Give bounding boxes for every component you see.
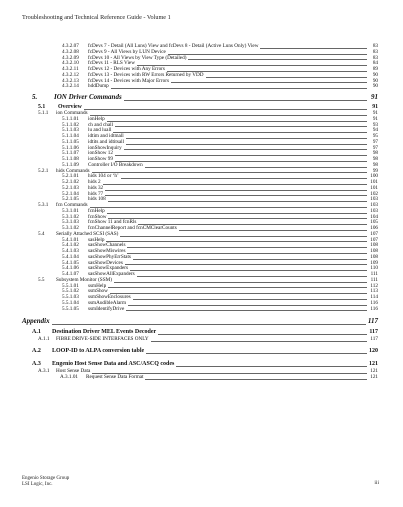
- toc-entry-title: fcDevs 11 - RLS View: [88, 60, 135, 67]
- toc-entry-title: ion Commands: [56, 110, 88, 116]
- dot-leader: [115, 155, 367, 156]
- toc-page-number: 105: [370, 219, 378, 226]
- dot-leader: [113, 132, 367, 133]
- toc-entry-title: ionShow 99: [88, 156, 113, 162]
- dot-leader: [108, 287, 367, 288]
- toc-entry-number: 5.1.1.07: [62, 150, 79, 157]
- toc-entry-title: fcDevs 12 - Devices with Any Errors: [88, 66, 165, 72]
- toc-page-number: 109: [370, 259, 378, 266]
- toc-entry-title: fcDevs 14 - Devices with Major Errors: [88, 77, 169, 84]
- dot-leader: [126, 138, 367, 139]
- page-footer: [22, 476, 69, 488]
- toc-section-4-entries: [22, 44, 378, 90]
- toc-section-number: A.2: [32, 348, 41, 354]
- toc-section-number: A.3: [32, 361, 41, 367]
- dot-leader: [120, 236, 367, 237]
- toc-page-number: 121: [370, 373, 378, 380]
- toc-entry-title: sasHelp: [88, 236, 105, 243]
- dot-leader: [84, 109, 367, 110]
- toc-entry-title: ionShow 12: [88, 150, 113, 157]
- dot-leader: [151, 341, 367, 342]
- toc-page-number: 111: [370, 271, 378, 277]
- toc-page-number: 98: [372, 156, 378, 162]
- toc-entry-title: hddDump: [88, 83, 109, 90]
- dot-leader: [188, 59, 367, 60]
- dot-leader: [106, 241, 367, 242]
- dot-leader: [114, 282, 367, 283]
- toc-appendix-a2[interactable]: [22, 346, 378, 356]
- toc-page-number: 98: [372, 161, 378, 168]
- dot-leader: [179, 230, 367, 231]
- toc-entry-title: ssmIdentifyDrive: [88, 305, 125, 312]
- toc-entry-title: sasShowAllExpanders: [88, 271, 135, 277]
- toc-page-number: 83: [372, 54, 378, 61]
- toc-page-number: 117: [367, 317, 378, 326]
- dot-leader: [127, 247, 367, 248]
- toc-subsection-title: Request Sense Data Format: [86, 373, 144, 380]
- toc-entry-number: 5.1.1.04: [62, 133, 79, 139]
- toc-page-number: 84: [372, 60, 378, 67]
- toc-page-number: 89: [372, 66, 378, 72]
- toc-entry-number: 5.3.1.03: [62, 219, 79, 226]
- toc-entry-title: sasShowDevices: [88, 259, 123, 266]
- toc-entry-title: ssmShowEnclosures: [88, 294, 131, 300]
- toc-entry-number: 4.3.2.14: [62, 83, 79, 90]
- toc-page-number: 103: [370, 202, 378, 208]
- toc-entry-number: 5.4.1.02: [62, 242, 79, 249]
- toc-page-number: 101: [370, 184, 378, 191]
- dot-leader: [146, 353, 367, 354]
- dot-leader: [121, 178, 367, 179]
- toc-entry-title: hids 108: [88, 196, 106, 203]
- toc-entry-number: 5.1.1.08: [62, 156, 79, 162]
- toc-page-number: 117: [370, 336, 378, 343]
- toc-page-number: 108: [370, 242, 378, 249]
- dot-leader: [171, 82, 367, 83]
- toc-page-number: 91: [371, 93, 378, 101]
- dot-leader: [125, 264, 367, 265]
- dot-leader: [92, 172, 367, 173]
- toc-entry-title: hids 77: [88, 190, 104, 197]
- toc-entry-number: 4.3.2.07: [62, 43, 79, 49]
- dot-leader: [124, 149, 367, 150]
- toc-page-number: 107: [370, 236, 378, 243]
- toc-section-title: Destination Driver MEL Events Decoder: [52, 329, 157, 336]
- toc-page-number: 110: [370, 265, 378, 272]
- dot-leader: [206, 77, 368, 78]
- toc-page-number: 103: [370, 207, 378, 214]
- toc-page-number: 102: [370, 190, 378, 197]
- dot-leader: [158, 334, 367, 335]
- toc-page-number: 106: [370, 225, 378, 231]
- toc-entry-number: 5.4.1.04: [62, 253, 79, 260]
- toc-entry-number: 5.2.1: [38, 167, 49, 174]
- toc-page-number: 95: [372, 133, 378, 139]
- toc-entry-number: 4.3.2.10: [62, 60, 79, 67]
- dot-leader: [90, 115, 367, 116]
- dot-leader: [130, 270, 367, 271]
- toc-entry-number: 4.3.2.08: [62, 48, 79, 55]
- toc-page-number: 112: [370, 282, 378, 289]
- toc-entry-number: 5.1.1.09: [62, 161, 79, 168]
- toc-entry-title: fcnHelp: [88, 207, 105, 214]
- toc-entry-title: idtim and idtmall: [88, 133, 124, 139]
- dot-leader: [137, 65, 367, 66]
- toc-page-number: 98: [372, 150, 378, 157]
- toc-page-number: 100: [370, 173, 378, 180]
- toc-page-number: 113: [370, 288, 378, 295]
- toc-entry-number: 5.4.1.06: [62, 265, 79, 272]
- toc-subsection-number: A.3.1: [38, 368, 50, 374]
- toc-section-title: LOOP-ID to ALPA conversion table: [52, 348, 145, 354]
- toc-entry-title: ssmAudibleAlarm: [88, 299, 127, 306]
- dot-leader: [115, 161, 367, 162]
- toc-page-number: 108: [370, 248, 378, 254]
- toc-entry-number: 4.3.2.09: [62, 54, 79, 61]
- dot-leader: [126, 144, 367, 145]
- toc-subsection-number: A.3.1.01: [60, 373, 79, 380]
- toc-subsection-number: A.1.1: [38, 336, 50, 343]
- toc-entry-number: 5.5.1.05: [62, 305, 79, 312]
- toc-entry-number: 5.5.1.03: [62, 294, 79, 300]
- toc-page-number: 116: [370, 305, 378, 312]
- toc-page-number: 91: [372, 104, 378, 110]
- toc-entry-number: 4.3.2.13: [62, 77, 79, 84]
- toc-entry-number: 5.3.1.02: [62, 225, 79, 231]
- toc-page-number: 116: [370, 299, 378, 306]
- toc-entry-title: fcDevs 13 - Devices with RW Errors Returned by VDD: [88, 71, 204, 78]
- toc-page-number: 99: [372, 167, 378, 174]
- toc-entry-title: sasShowExpanders: [88, 265, 129, 272]
- toc-entry-number: 5.2.1.03: [62, 184, 79, 191]
- toc-entry-number: 5.2.1.02: [62, 179, 79, 185]
- toc-page-number: 120: [369, 348, 378, 354]
- dot-leader: [52, 324, 366, 325]
- dot-leader: [103, 184, 367, 185]
- toc-entry-number: 5.1.1: [38, 110, 49, 116]
- toc-page-number: 83: [372, 43, 378, 49]
- dot-leader: [137, 276, 367, 277]
- footer-company: Engenio Storage Group: [22, 476, 70, 481]
- toc-entry-title: fcnShow 11 and fcnRls: [88, 219, 137, 226]
- toc-entry-number: 5.3.1.01: [62, 207, 79, 214]
- toc-chapter-number: 5.: [32, 93, 38, 101]
- toc-section-title: Engenio Host Sense Data and ASC/ASCQ codes: [52, 361, 175, 367]
- dot-leader: [105, 195, 367, 196]
- toc-entry-number: 4.3.2.11: [62, 66, 79, 72]
- toc-entry-title: Serially Attached SCSI (SAS): [56, 230, 119, 237]
- toc-entry-number: 5.1.1.05: [62, 138, 79, 145]
- toc-entry-title: fcDevs 7 - Detail (All Luns) View and fcDevs 8 - Detail (Active Luns Only) View: [88, 43, 259, 49]
- toc-page-number: 121: [370, 368, 378, 374]
- dot-leader: [111, 88, 367, 89]
- toc-entry-title: fcDevs 9 - All Views by LUN Device: [88, 48, 166, 55]
- toc-section-title: Overview: [58, 104, 82, 110]
- toc-entry-number: 5.1.1.02: [62, 121, 79, 128]
- dot-leader: [90, 207, 367, 208]
- toc-page-number: 90: [372, 77, 378, 84]
- toc-page-number: 114: [370, 294, 378, 300]
- toc-page-number: 103: [370, 196, 378, 203]
- toc-entry-number: 5.3.1: [38, 202, 49, 208]
- toc-entry-title: ionHelp: [88, 115, 105, 122]
- toc-entry-title: fcnChannelReport and fcnCMClearCounts: [88, 225, 177, 231]
- dot-leader: [115, 126, 367, 127]
- toc-page-number: 91: [372, 110, 378, 116]
- toc-entry-number: 5.1.1.01: [62, 115, 79, 122]
- dot-leader: [176, 366, 367, 367]
- table-of-contents: [22, 44, 378, 381]
- dot-leader: [145, 379, 367, 380]
- toc-entry-title: sasShowChannels: [88, 242, 126, 249]
- dot-leader: [107, 121, 367, 122]
- toc-entry-title: fcnShow: [88, 213, 107, 220]
- toc-page-number: 97: [372, 138, 378, 145]
- toc-entry-title: sasShowPhyErrStats: [88, 253, 131, 260]
- toc-entry-number: 5.1.1.03: [62, 127, 79, 134]
- toc-page-number: 108: [370, 253, 378, 260]
- toc-entry-number: 5.5.1.01: [62, 282, 79, 289]
- toc-page-number: 121: [369, 361, 378, 367]
- toc-section-5-entries: [22, 111, 378, 312]
- toc-entry-number: 5.4.1.01: [62, 236, 79, 243]
- dot-leader: [126, 310, 367, 311]
- toc-entry-number: 5.5: [38, 276, 45, 283]
- toc-page-number: 107: [370, 230, 378, 237]
- dot-leader: [105, 190, 367, 191]
- toc-subsection-title: Host Sense Data: [56, 368, 91, 374]
- toc-page-number: 94: [372, 127, 378, 134]
- toc-entry-number: 5.4: [38, 230, 45, 237]
- toc-entry-number: 5.4.1.07: [62, 271, 79, 277]
- toc-entry-title: Subsystem Monitor (SSM): [56, 276, 112, 283]
- toc-entry-title: fcDevs 10 - All Views by View Type (Detailed): [88, 54, 187, 61]
- toc-chapter-title: ION Driver Commands: [54, 93, 122, 101]
- toc-appendix-title: Appendix: [22, 317, 50, 326]
- toc-page-number: 90: [372, 83, 378, 90]
- dot-leader: [168, 54, 367, 55]
- toc-entry-title: ssmShow: [88, 288, 108, 295]
- toc-entry-title: ch and chall: [88, 121, 114, 128]
- toc-entry-number: 5.2.1.05: [62, 196, 79, 203]
- toc-page-number: 97: [372, 144, 378, 151]
- toc-entry-number: 5.3.1.02: [62, 213, 79, 220]
- toc-entry-title: sasShowMiswires: [88, 248, 126, 254]
- toc-chapter-5[interactable]: [22, 90, 378, 104]
- toc-subsection-title: FIBRE DRIVE-SIDE INTERFACES ONLY: [56, 336, 149, 343]
- toc-entry-number: 5.2.1.04: [62, 190, 79, 197]
- toc-entry-title: ionShowInquiry: [88, 144, 122, 151]
- toc-page-number: 91: [372, 115, 378, 122]
- footer-page-number: iii: [374, 480, 379, 486]
- toc-appendix[interactable]: [22, 315, 378, 327]
- toc-page-number: 90: [372, 71, 378, 78]
- toc-page-number: 101: [370, 179, 378, 185]
- dot-leader: [110, 293, 367, 294]
- toc-entry-number: 5.2.1.01: [62, 173, 79, 180]
- toc-entry-title: hids 2: [88, 179, 101, 185]
- dot-leader: [124, 100, 367, 101]
- toc-entry-title: ssmHelp: [88, 282, 107, 289]
- toc-section-number: 5.1: [38, 104, 46, 110]
- toc-entry-title: fcn Commands: [56, 202, 88, 208]
- footer-company-sub: LSI Logic, Inc.: [22, 482, 53, 487]
- toc-page-number: 83: [372, 48, 378, 55]
- dot-leader: [260, 48, 367, 49]
- toc-page-number: 93: [372, 121, 378, 128]
- toc-entry-number: 4.3.2.12: [62, 71, 79, 78]
- toc-entry-number: 5.1.1.06: [62, 144, 79, 151]
- dot-leader: [108, 201, 367, 202]
- toc-entry-title: Controller I/O Breakdown: [88, 161, 143, 168]
- dot-leader: [108, 218, 367, 219]
- toc-entry-title: hids 104 or ‘h’: [88, 173, 119, 180]
- toc-entry-number: 5.4.1.03: [62, 248, 79, 254]
- toc-entry-title: hids 32: [88, 184, 104, 191]
- toc-appendix-a3-1-01[interactable]: [22, 375, 378, 381]
- toc-entry-number: 5.5.1.04: [62, 299, 79, 306]
- toc-entry-number: 5.5.1.02: [62, 288, 79, 295]
- dot-leader: [128, 305, 367, 306]
- toc-entry-title: idtits and idtitsall: [88, 138, 125, 145]
- page-header-title: Troubleshooting and Technical Reference Guide - Volume 1: [22, 14, 171, 21]
- dot-leader: [145, 167, 367, 168]
- toc-section-number: A.1: [32, 329, 41, 336]
- toc-page-number: 117: [369, 329, 378, 336]
- toc-entry-title: lu and luall: [88, 127, 112, 134]
- toc-entry-title: hids Commands: [56, 167, 90, 174]
- dot-leader: [133, 259, 367, 260]
- dot-leader: [107, 213, 367, 214]
- dot-leader: [133, 299, 367, 300]
- dot-leader: [127, 253, 367, 254]
- toc-page-number: 111: [370, 276, 378, 283]
- toc-page-number: 104: [370, 213, 378, 220]
- toc-entry-number: 5.4.1.05: [62, 259, 79, 266]
